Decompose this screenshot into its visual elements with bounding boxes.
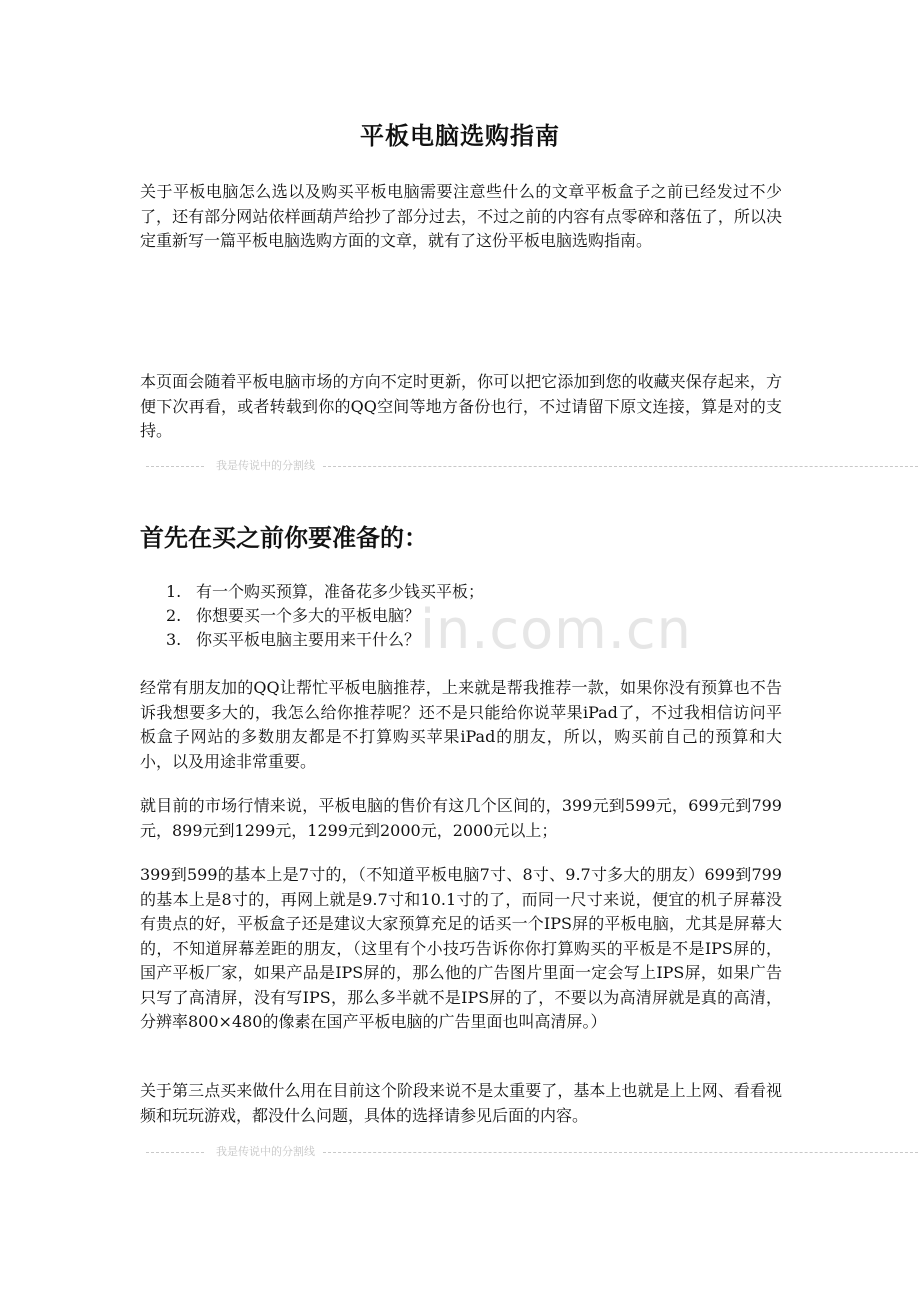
list-item — [166, 628, 484, 652]
divider-dash-left — [146, 1152, 204, 1153]
price-range-paragraph: 就目前的市场行情来说，平板电脑的售价有这几个区间的，399元到599元，699元到799元，899元到1299元，1299元到2000元，2000元以上； — [140, 796, 782, 840]
list-item — [166, 580, 484, 604]
section-divider — [146, 1144, 920, 1160]
divider-dash-right — [323, 466, 920, 467]
list-item-number: 3. — [166, 630, 182, 649]
budget-paragraph: 经常有朋友加的QQ让帮忙平板电脑推荐，上来就是帮我推荐一款，如果你没有预算也不告诉我想要多大的，我怎么给你推荐呢？还不是只能给你说苹果iPad了，不过我相信访问平板盒子网站的多数朋友都是不打算购买苹果iPad的朋友，所以，购买前自己的预算和大小，以及用途非常重要。 — [140, 678, 782, 771]
list-item-text: 你买平板电脑主要用来干什么？ — [196, 630, 421, 649]
prep-list — [166, 580, 484, 652]
list-item — [166, 604, 484, 628]
list-item-number: 2. — [166, 606, 182, 625]
list-item-text: 有一个购买预算，准备花多少钱买平板； — [196, 582, 485, 601]
divider-dash-right — [323, 1152, 920, 1153]
section-heading: 首先在买之前你要准备的： — [140, 524, 428, 552]
list-item-text: 你想要买一个多大的平板电脑？ — [196, 606, 421, 625]
divider-label: 我是传说中的分割线 — [216, 1145, 315, 1158]
section-divider — [146, 458, 920, 474]
screen-size-paragraph: 399到599的基本上是7寸的，（不知道平板电脑7寸、8寸、9.7寸多大的朋友）699到799的基本上是8寸的，再网上就是9.7寸和10.1寸的了，而同一尺寸来说，便宜的机子屏幕没有贵点的好，平板盒子还是建议大家预算充足的话买一个IPS屏的平板电脑，尤其是屏幕大的，不知道屏幕差距的朋友，（这里有个小技巧告诉你你打算购买的平板是不是IPS屏的，国产平板厂家，如果产品是IPS屏的，那么他的广告图片里面一定会写上IPS屏，如果广告只写了高清屏，没有写IPS，那么多半就不是IPS屏的了，不要以为高清屏就是真的高清，分辨率800×480的像素在国产平板电脑的广告里面也叫高清屏。） — [140, 865, 782, 1031]
divider-dash-left — [146, 466, 204, 467]
usage-paragraph: 关于第三点买来做什么用在目前这个阶段来说不是太重要了，基本上也就是上上网、看看视频和玩玩游戏，都没什么问题，具体的选择请参见后面的内容。 — [140, 1081, 782, 1125]
watermark-text: in.com.cn — [420, 598, 692, 661]
divider-label: 我是传说中的分割线 — [216, 459, 315, 472]
intro-paragraph: 关于平板电脑怎么选以及购买平板电脑需要注意些什么的文章平板盒子之前已经发过不少了，还有部分网站依样画葫芦给抄了部分过去，不过之前的内容有点零碎和落伍了，所以决定重新写一篇平板电脑选购方面的文章，就有了这份平板电脑选购指南。 — [140, 182, 782, 250]
document-title: 平板电脑选购指南 — [360, 121, 560, 150]
list-item-number: 1. — [166, 582, 182, 601]
update-notice-paragraph: 本页面会随着平板电脑市场的方向不定时更新，你可以把它添加到您的收藏夹保存起来，方便下次再看，或者转载到你的QQ空间等地方备份也行，不过请留下原文连接，算是对的支持。 — [140, 372, 782, 440]
